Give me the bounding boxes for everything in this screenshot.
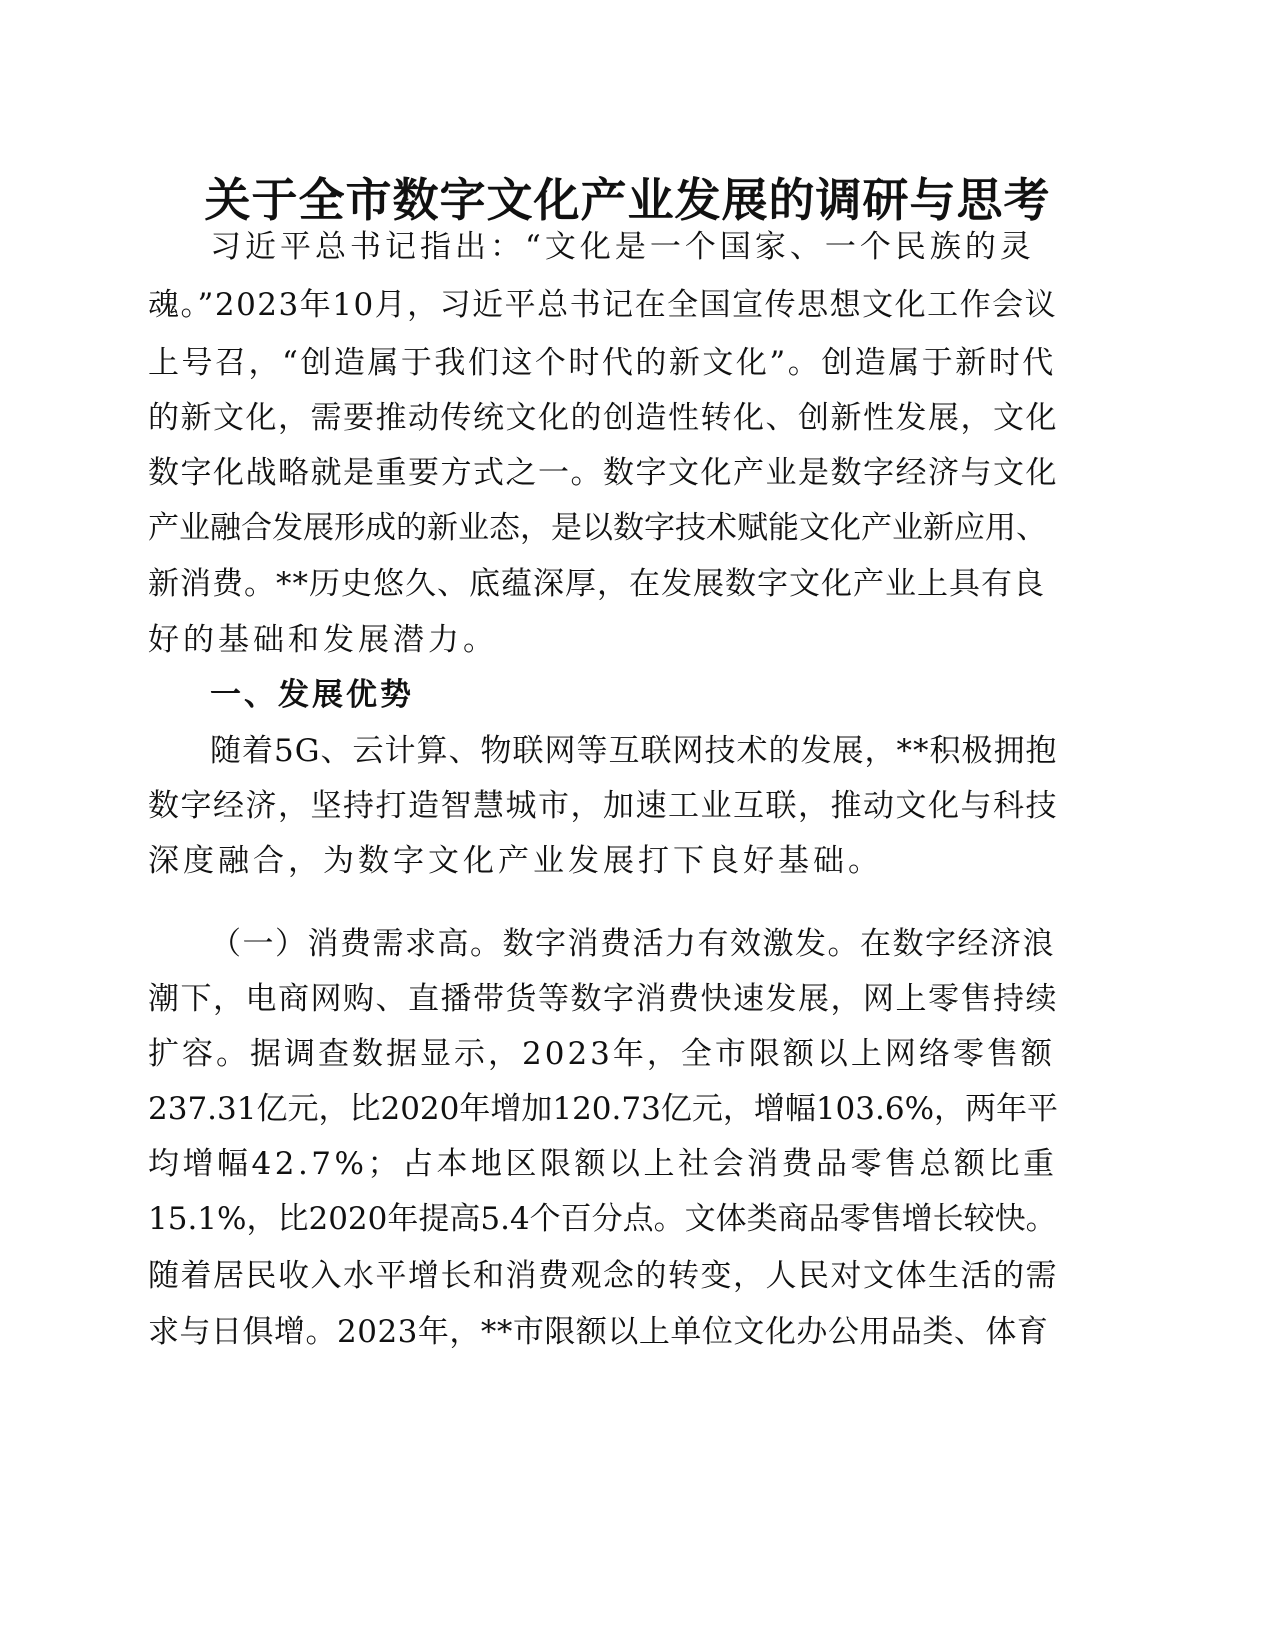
subsection-line: 237.31亿元，比2020年增加120.73亿元，增幅103.6%，两年平 xyxy=(148,1091,1059,1127)
section-line: 深度融合，为数字文化产业发展打下良好基础。 xyxy=(148,843,883,879)
subsection-line: 潮下，电商网购、直播带货等数字消费快速发展，网上零售持续 xyxy=(148,981,1058,1017)
subsection-line: 扩容。据调查数据显示，2023年，全市限额以上网络零售额 xyxy=(148,1036,1055,1072)
subsection-line: 均增幅42.7%；占本地区限额以上社会消费品零售总额比重 xyxy=(148,1146,1058,1182)
intro-line: 好的基础和发展潜力。 xyxy=(148,622,498,658)
intro-line: 产业融合发展形成的新业态，是以数字技术赋能文化产业新应用、 xyxy=(148,510,1047,546)
section-line: 随着5G、云计算、物联网等互联网技术的发展，**积极拥抱 xyxy=(210,733,1058,769)
intro-line: 的新文化，需要推动传统文化的创造性转化、创新性发展，文化 xyxy=(148,400,1058,436)
subsection-line: （一）消费需求高。数字消费活力有效激发。在数字经济浪 xyxy=(210,926,1055,962)
intro-line: 上号召，“创造属于我们这个时代的新文化”。创造属于新时代 xyxy=(148,345,1056,381)
intro-line: 数字化战略就是重要方式之一。数字文化产业是数字经济与文化 xyxy=(148,455,1058,491)
document-title: 关于全市数字文化产业发展的调研与思考 xyxy=(204,173,1051,227)
intro-line: 新消费。**历史悠久、底蕴深厚，在发展数字文化产业上具有良 xyxy=(148,566,1045,602)
intro-line: 习近平总书记指出：“文化是一个国家、一个民族的灵 xyxy=(210,229,1035,265)
intro-line: 魂。”2023年10月，习近平总书记在全国宣传思想文化工作会议 xyxy=(148,287,1058,323)
section-heading: 一、发展优势 xyxy=(210,677,414,713)
subsection-line: 求与日俱增。2023年，**市限额以上单位文化办公用品类、体育 xyxy=(148,1314,1049,1350)
subsection-line: 随着居民收入水平增长和消费观念的转变，人民对文体生活的需 xyxy=(148,1258,1058,1294)
subsection-line: 15.1%，比2020年提高5.4个百分点。文体类商品零售增长较快。 xyxy=(148,1201,1057,1237)
section-line: 数字经济，坚持打造智慧城市，加速工业互联，推动文化与科技 xyxy=(148,788,1058,824)
